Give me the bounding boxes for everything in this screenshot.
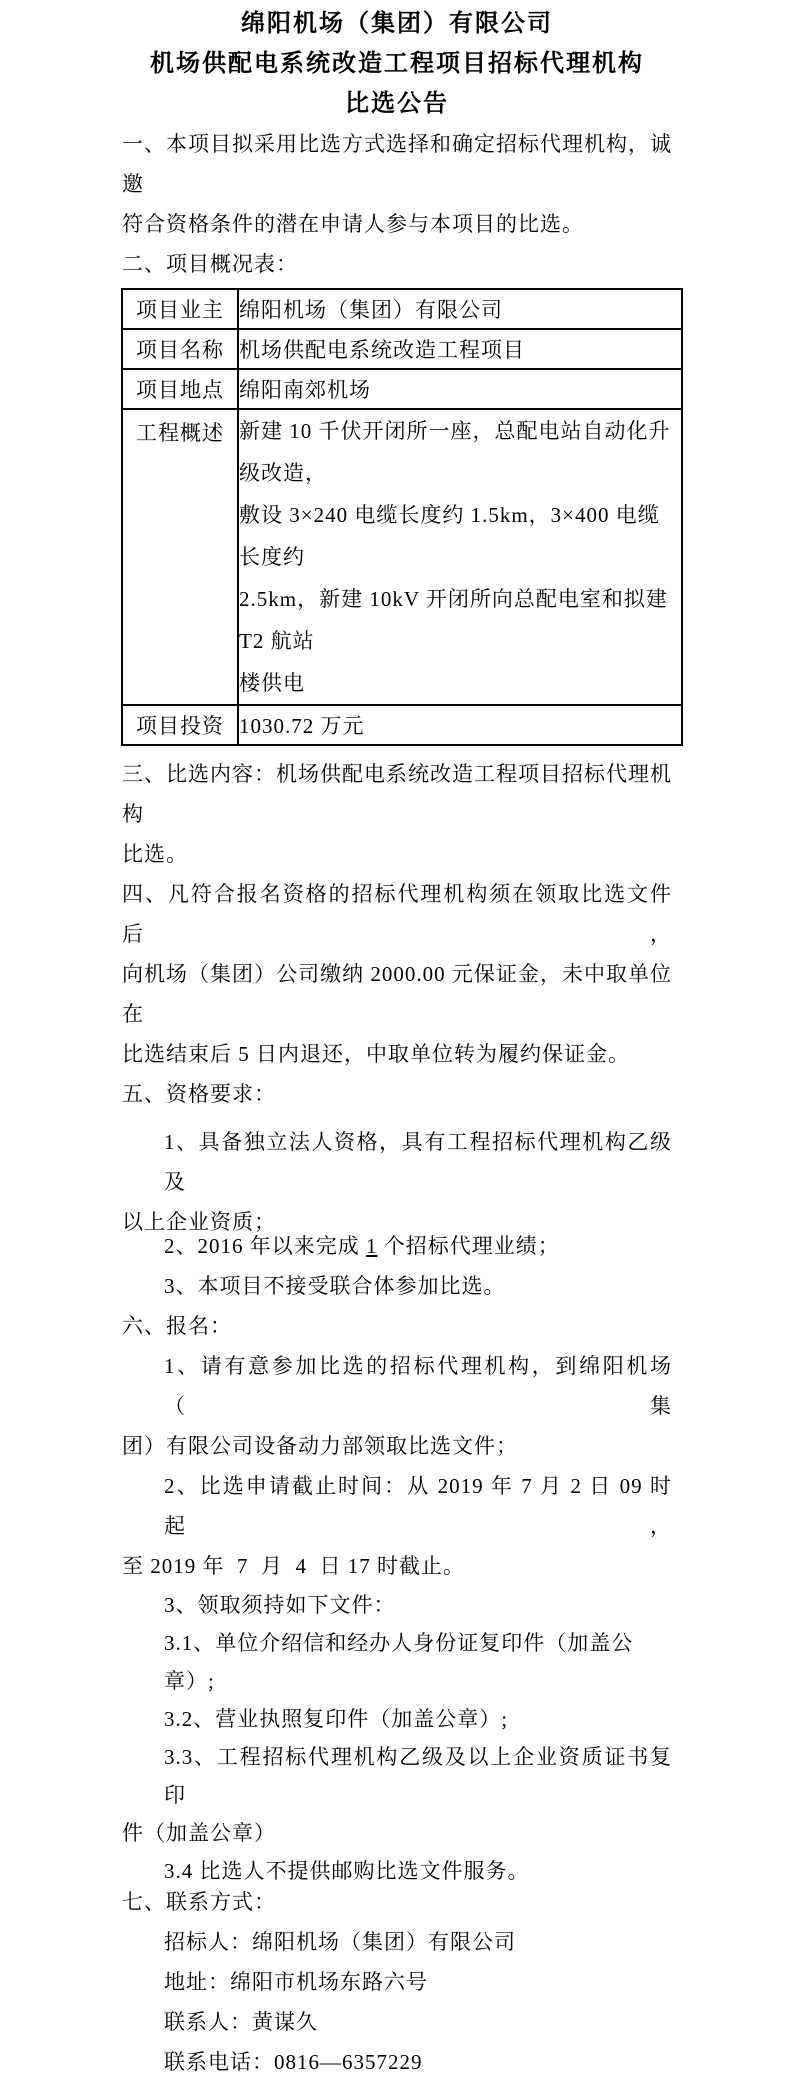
section-6-item-1-line-1: 1、请有意参加比选的招标代理机构，到绵阳机场（集 xyxy=(164,1354,672,1418)
table-row-investment xyxy=(122,705,682,745)
section-5-item-3: 3、本项目不接受联合体参加比选。 xyxy=(164,1274,506,1298)
item-2-suffix: 个招标代理业绩； xyxy=(377,1234,560,1258)
row-label-location: 项目地点 xyxy=(122,369,238,409)
row-label-scope: 工程概述 xyxy=(122,409,238,705)
scope-line-1: 新建 10 千伏开闭所一座，总配电站自动化升级改造， xyxy=(239,419,671,485)
contact-person: 联系人：黄谋久 xyxy=(164,2010,318,2034)
section-4-line-1: 四、凡符合报名资格的招标代理机构须在领取比选文件后， xyxy=(122,882,672,946)
section-5-heading: 五、资格要求： xyxy=(122,1082,276,1106)
section-5-item-2 xyxy=(122,1226,672,1266)
section-6-item-3: 3、领取须持如下文件： xyxy=(164,1593,396,1617)
section-5-item-1-line-1: 1、具备独立法人资格，具有工程招标代理机构乙级及 xyxy=(164,1130,672,1194)
contact-phone: 联系电话：0816—6357229 xyxy=(164,2050,423,2074)
section-6-item-3-3-line-1: 3.3、工程招标代理机构乙级及以上企业资质证书复印 xyxy=(164,1745,672,1807)
section-6-heading: 六、报名： xyxy=(122,1314,232,1338)
section-6-item-2-line-1: 2、比选申请截止时间：从 2019 年 7 月 2 日 09 时起， xyxy=(164,1474,672,1538)
section-1-line-2: 符合资格条件的潜在申请人参与本项目的比选。 xyxy=(122,212,584,236)
section-6-item-3-3-line-2: 件（加盖公章） xyxy=(122,1821,276,1845)
section-6-document-list xyxy=(122,1586,672,1890)
row-value-scope xyxy=(238,409,682,705)
section-7-heading: 七、联系方式： xyxy=(122,1890,276,1914)
item-2-underlined-count: 1 xyxy=(366,1234,378,1258)
section-6-item-3-1: 3.1、单位介绍信和经办人身份证复印件（加盖公章）; xyxy=(164,1631,634,1693)
section-2-heading: 二、项目概况表： xyxy=(122,252,298,276)
scope-line-4: 楼供电 xyxy=(239,671,305,695)
scope-line-3: 2.5km，新建 10kV 开闭所向总配电室和拟建 T2 航站 xyxy=(239,587,675,653)
section-1-line-1: 一、本项目拟采用比选方式选择和确定招标代理机构，诚邀 xyxy=(122,132,672,196)
row-label-investment: 项目投资 xyxy=(122,705,238,745)
contact-address: 地址：绵阳市机场东路六号 xyxy=(164,1970,428,1994)
section-6-item-2-line-2: 至 2019 年 7 月 4 日 17 时截止。 xyxy=(122,1554,465,1578)
item-2-prefix: 2、2016 年以来完成 xyxy=(164,1234,366,1258)
project-overview-table xyxy=(121,288,683,746)
scope-line-2: 敷设 3×240 电缆长度约 1.5km，3×400 电缆长度约 xyxy=(239,503,660,569)
row-value-project-name: 机场供配电系统改造工程项目 xyxy=(238,329,682,369)
section-6-item-3-4: 3.4 比选人不提供邮购比选文件服务。 xyxy=(164,1859,530,1883)
title-line-notice-type: 比选公告 xyxy=(345,90,449,117)
section-5-item-1-line-2: 以上企业资质； xyxy=(122,1210,276,1234)
table-row-owner xyxy=(122,289,682,329)
row-label-owner: 项目业主 xyxy=(122,289,238,329)
row-label-project-name: 项目名称 xyxy=(122,329,238,369)
row-value-investment: 1030.72 万元 xyxy=(238,705,682,745)
section-3-line-2: 比选。 xyxy=(122,842,188,866)
title-line-project: 机场供配电系统改造工程项目招标代理机构 xyxy=(150,50,644,77)
table-row-project-name xyxy=(122,329,682,369)
row-value-location: 绵阳南郊机场 xyxy=(238,369,682,409)
title-line-company: 绵阳机场（集团）有限公司 xyxy=(241,10,553,37)
contact-bidder: 招标人：绵阳机场（集团）有限公司 xyxy=(164,1930,516,1954)
section-4-line-3: 比选结束后 5 日内退还，中取单位转为履约保证金。 xyxy=(122,1042,630,1066)
table-row-location xyxy=(122,369,682,409)
document-title xyxy=(122,0,672,124)
table-row-scope xyxy=(122,409,682,705)
row-value-owner: 绵阳机场（集团）有限公司 xyxy=(238,289,682,329)
section-3-line-1: 三、比选内容：机场供配电系统改造工程项目招标代理机构 xyxy=(122,762,672,826)
announcement-document xyxy=(122,0,675,2082)
section-6-item-1-line-2: 团）有限公司设备动力部领取比选文件； xyxy=(122,1434,518,1458)
section-4-line-2: 向机场（集团）公司缴纳 2000.00 元保证金，未中取单位在 xyxy=(122,962,672,1026)
section-6-item-3-2: 3.2、营业执照复印件（加盖公章）; xyxy=(164,1707,509,1731)
